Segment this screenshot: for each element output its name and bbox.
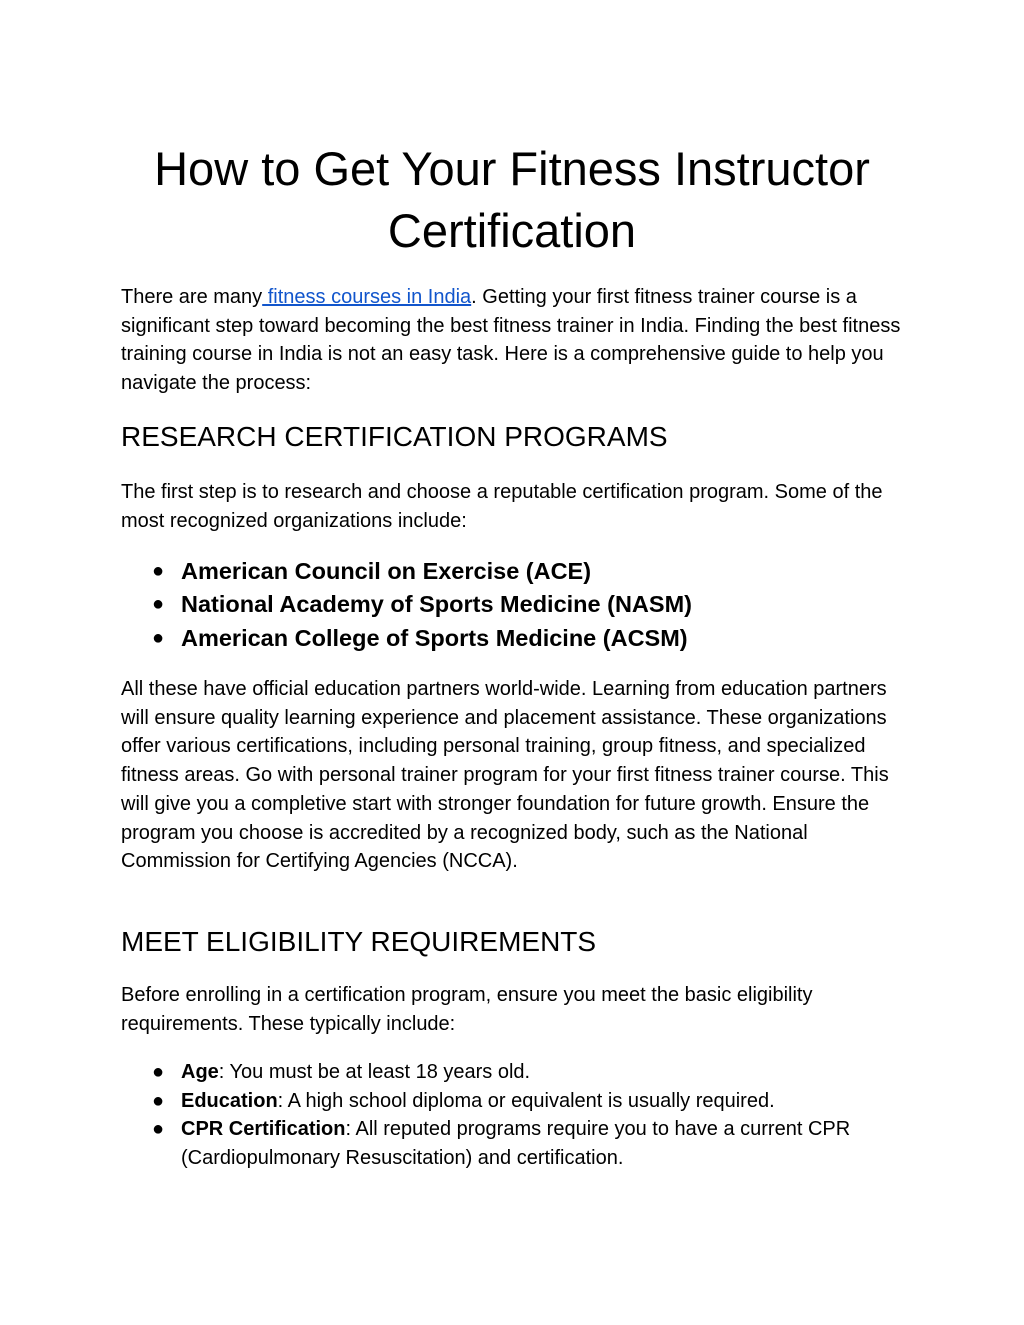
list-item-organization [121,622,911,655]
list-item-requirement [121,1058,911,1087]
organization-name: American Council on Exercise (ACE) [181,558,592,584]
intro-text-end: . Getting your first fitness trainer course is a significant step toward becoming the best fitness trainer in India. Finding the best fitness training course in India is not an easy task. Here is a comprehensive guide to help you navigate the process: [121,286,901,395]
requirement-term: CPR Certification [181,1118,346,1141]
requirement-text: : A high school diploma or equivalent is usually required. [277,1089,775,1112]
organizations-list [121,555,911,655]
fitness-courses-link[interactable]: fitness courses in India [262,286,472,308]
bullet-icon: ● [152,1118,165,1141]
section-heading-research: RESEARCH CERTIFICATION PROGRAMS [121,421,668,452]
list-item-organization [121,588,911,621]
bullet-icon: ● [152,626,165,649]
eligibility-paragraph: Before enrolling in a certification program, ensure you meet the basic eligibility requirements. These typically include: [121,984,813,1035]
requirement-term: Education [181,1089,278,1112]
bullet-icon: ● [152,593,165,616]
research-paragraph: The first step is to research and choose a reputable certification program. Some of the most recognized organizations include: [121,481,883,532]
partners-paragraph: All these have official education partners world-wide. Learning from education partners will ensure quality learning experience and placement assistance. These organizations offer various certifications, including personal training, group fitness, and specialized fitness areas. Go with personal trainer program for your first fitness trainer course. This will give you a completive start with stronger foundation for future growth. Ensure the program you choose is accredited by a recognized body, such as the National Commission for Certifying Agencies (NCCA). [121,678,889,873]
requirement-text: : You must be at least 18 years old. [218,1061,531,1083]
intro-text-start: There are many [121,286,263,308]
list-item-organization [121,555,911,588]
intro-paragraph [121,283,911,398]
requirement-term: Age [181,1061,219,1083]
organization-name: American College of Sports Medicine (ACSM) [181,624,688,651]
list-item-requirement [121,1087,911,1116]
bullet-icon: ● [152,560,165,582]
requirements-list [121,1058,911,1173]
bullet-icon: ● [152,1061,165,1083]
section-heading-eligibility: MEET ELIGIBILITY REQUIREMENTS [121,926,597,957]
bullet-icon: ● [152,1089,165,1112]
requirement-text: : All reputed programs require you to have a current CPR (Cardiopulmonary Resuscitation) and certification. [181,1118,851,1170]
list-item-requirement [121,1115,911,1172]
document-title: How to Get Your Fitness Instructor Certification [154,142,870,257]
organization-name: National Academy of Sports Medicine (NASM) [181,591,692,618]
